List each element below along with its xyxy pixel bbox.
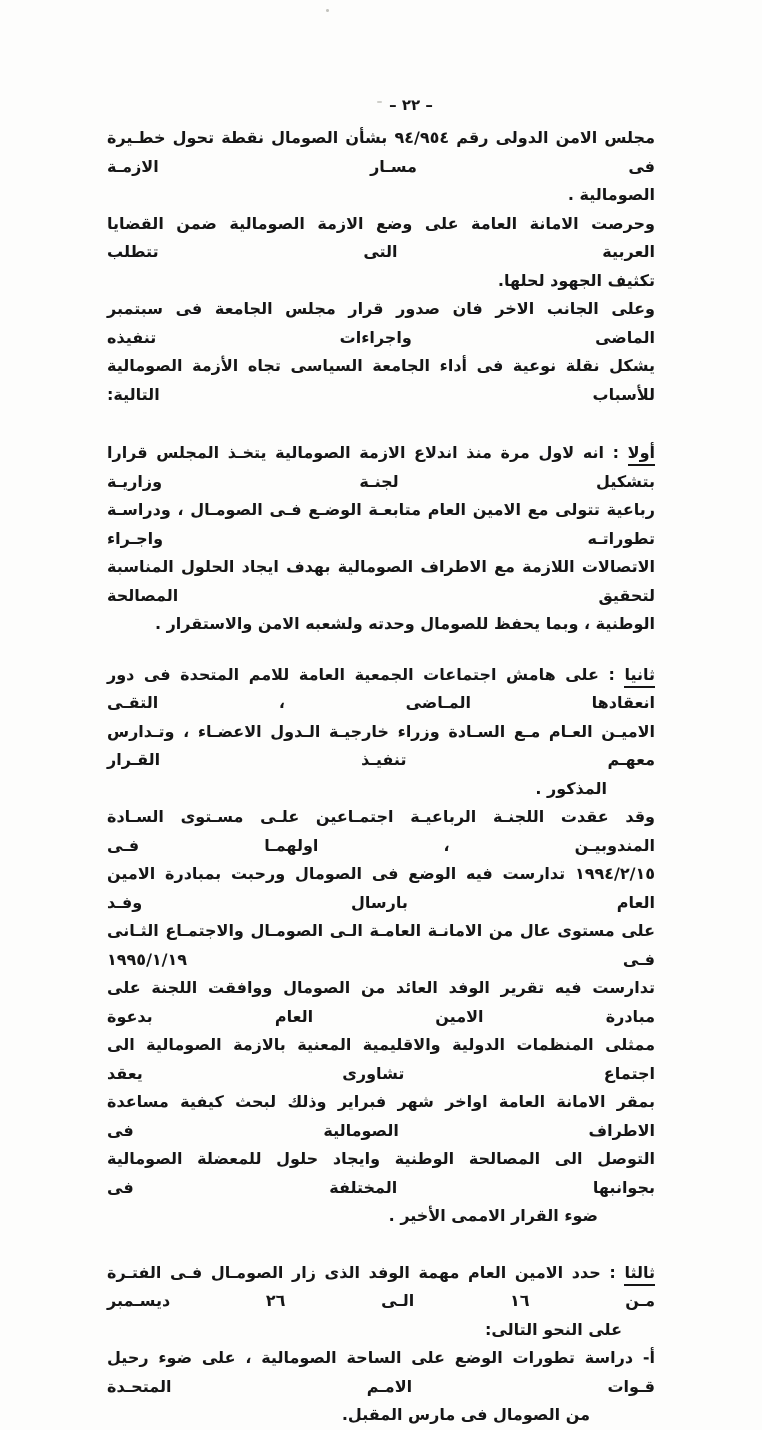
scan-artifact-dot [326,9,329,12]
section-second [107,661,655,804]
section-third [107,1259,655,1345]
section-second-label: ثانيا [624,665,655,688]
text-line [107,439,655,496]
item-a-label: أ- [642,1348,655,1367]
text-line: يشكل نقلة نوعية فى أداء الجامعة السياسى تجاه الأزمة الصومالية للأسباب التالية: [107,356,655,404]
section-text: على هامش اجتماعات الجمعية العامة للامم المتحدة فى دور انعقادها المـاضى ، التقـى [107,664,655,712]
document-body [107,124,655,1430]
text-line: على النحو التالى: [485,1319,622,1339]
text-line: مجلس الامن الدولى رقم ٩٤/٩٥٤ بشأن الصومال نقطة تحول خطـيرة فى مسـار الازمـة [107,128,655,176]
text-line: تكثيف الجهود لحلها. [497,270,655,290]
paragraph-resolution [107,124,655,210]
text-line: ١٩٩٤/٢/١٥ تدارست فيه الوضع فى الصومال ورحبت بمبادرة الامين العام بارسال وفـد [107,864,655,912]
item-text: دراسة تطورات الوضع على الساحة الصومالية ، على ضوء رحيل قـوات الامـم المتحـدة [107,1348,655,1396]
list-item-a [107,1344,655,1430]
text-line: الوطنية ، وبما يحفظ للصومال وحدته ولشعبه الامن والاستقرار . [154,614,655,633]
scan-artifact-mark [377,101,382,103]
section-text: انه لاول مرة منذ اندلاع الازمة الصومالية يتخـذ المجلس قرارا بتشكيل لجنـة وزاريـة [107,443,655,491]
section-separator: : [600,1262,625,1282]
section-text: حدد الامين العام مهمة الوفد الذى زار الصومـال فـى الفتـرة مـن ١٦ الـى ٢٦ ديسـمبر [107,1262,655,1310]
text-line: على مستوى عال من الامانـة العامـة الـى الصومـال والاجتمـاع الثـانى فـى ١٩٩٥/١/١٩ [107,921,655,969]
page-number: – ٢٢ – [389,96,433,114]
text-line: الصومالية . [567,185,655,204]
text-line: الاتصالات اللازمة مع الاطراف الصومالية بهدف ايجاد الحلول المناسبة لتحقيق المصالحة [107,557,655,605]
text-line: المذكور . [535,778,607,798]
paragraph-committee-meetings [107,803,655,1231]
item-separator [633,1348,643,1367]
text-line: التوصل الى المصالحة الوطنية وايجاد حلول للمعضلة الصومالية بجوانبها المختلفة فى [107,1149,655,1197]
text-line [107,1344,655,1401]
text-line: تدارست فيه تقرير الوفد العائد من الصومال ووافقت اللجنة على مبادرة الامين العام بدعوة [107,978,655,1026]
text-line: وحرصت الامانة العامة على وضع الازمة الصومالية ضمن القضايا العربية التى تتطلب [107,213,655,261]
section-separator: : [604,443,628,462]
section-third-label: ثالثا [624,1263,655,1286]
section-separator: : [598,664,625,684]
text-line: الاميـن العـام مـع السـادة وزراء خارجيـة الـدول الاعضـاء ، وتـدارس معهـم تنفيـذ القـرار [107,721,655,769]
paragraph-league-decision [107,295,655,409]
text-line: وعلى الجانب الاخر فان صدور قرار مجلس الجامعة فى سبتمبر الماضى واجراءات تنفيذه [107,299,655,347]
text-line: وقد عقدت اللجنـة الرباعيـة اجتمـاعين علـى مسـتوى السـادة المندوبيـن ، اولهمـا فـى [107,807,655,855]
section-first [107,439,655,639]
text-line: رباعية تتولى مع الامين العام متابعـة الوضـع فـى الصومـال ، ودراسـة تطوراتـه واجـراء [107,500,655,548]
text-line: من الصومال فى مارس المقبل. [341,1405,590,1424]
text-line: ضوء القرار الاممى الأخير . [388,1206,598,1225]
text-line: ممثلى المنظمات الدولية والاقليمية المعنية بالازمة الصومالية الى اجتماع تشاورى يعقد [107,1035,655,1083]
text-line: بمقر الامانة العامة اواخر شهر فبراير وذلك لبحث كيفية مساعدة الاطراف الصومالية فى [107,1092,655,1140]
text-line [107,1259,655,1316]
paragraph-secretariat [107,210,655,296]
text-line [107,661,655,718]
section-first-label: أولا [628,443,655,466]
